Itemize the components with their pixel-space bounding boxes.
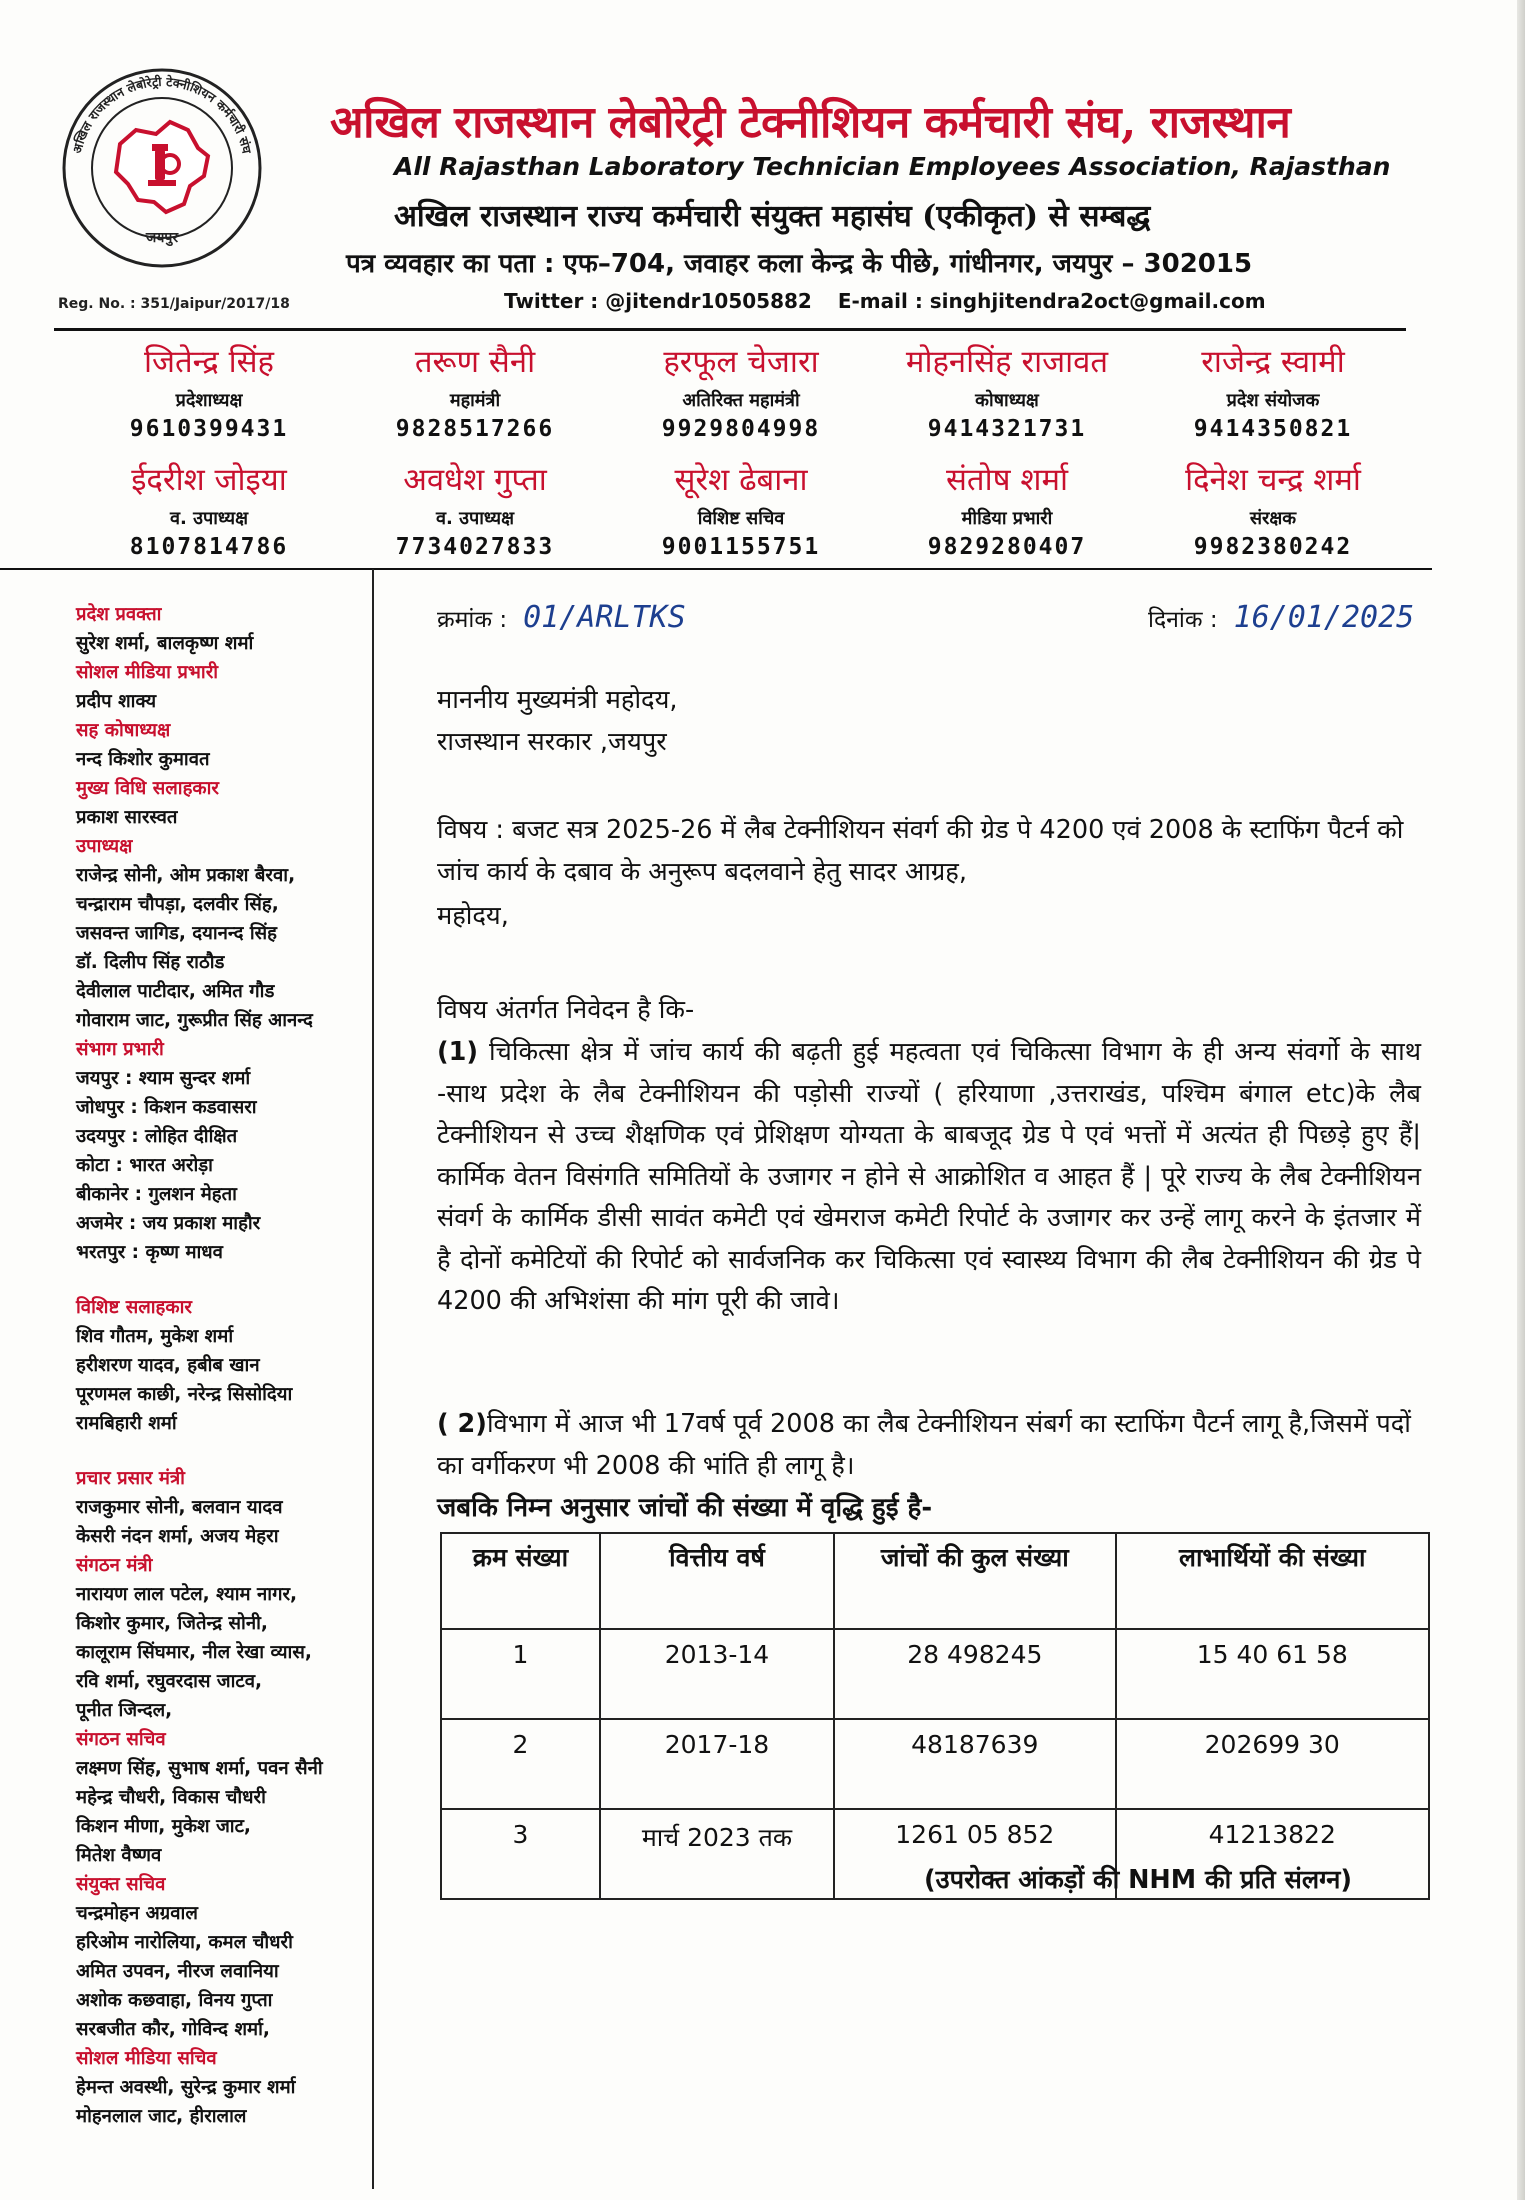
email-address: E-mail : singhjitendra2oct@gmail.com	[837, 289, 1266, 313]
committee-members: राजकुमार सोनी, बलवान यादव	[76, 1497, 283, 1518]
contact-line	[504, 289, 1266, 313]
officer-role: व. उपाध्यक्ष	[436, 508, 514, 529]
committee-heading: मुख्य विधि सलाहकार	[76, 778, 219, 799]
officer-role: प्रदेश संयोजक	[1226, 390, 1320, 411]
committee-members: अमित उपवन, नीरज लवानिया	[76, 1961, 279, 1982]
committee-heading: संयुक्त सचिव	[76, 1874, 166, 1895]
officer-role: महामंत्री	[449, 390, 501, 411]
officer-role: मीडिया प्रभारी	[961, 508, 1053, 529]
officer-role: व. उपाध्यक्ष	[170, 508, 248, 529]
table-cell: 2013-14	[600, 1629, 834, 1719]
table-cell: 2017-18	[600, 1719, 834, 1809]
table-cell: 1	[441, 1629, 600, 1719]
officer-card	[874, 334, 1140, 452]
committee-members: शिव गौतम, मुकेश शर्मा	[76, 1326, 234, 1347]
committee-members: जसवन्त जागिड, दयानन्द सिंह	[76, 923, 278, 944]
correspondence-address: पत्र व्यवहार का पता : एफ–704, जवाहर कला केन्द्र के पीछे, गांधीनगर, जयपुर – 302015	[346, 249, 1253, 279]
officer-phone: 9829280407	[927, 534, 1087, 560]
letter-subject: विषय : बजट सत्र 2025-26 में लैब टेक्नीशियन संवर्ग की ग्रेड पे 4200 एवं 2008 के स्टाफिंग पैटर्न को जांच कार्य के दबाव के अनुरूप बदलवाने हेतु सादर आग्रह,	[437, 815, 1404, 887]
committee-members: लक्ष्मण सिंह, सुभाष शर्मा, पवन सैनी	[76, 1758, 323, 1779]
table-header-cell: वित्तीय वर्ष	[600, 1533, 834, 1629]
salutation: महोदय,	[437, 901, 509, 931]
committee-members: अजमेर : जय प्रकाश माहौर	[76, 1213, 261, 1234]
office-bearers-grid	[76, 334, 1406, 570]
officer-role: कोषाध्यक्ष	[975, 390, 1039, 411]
table-cell: 28 498245	[834, 1629, 1115, 1719]
officer-name: मोहनसिंह राजावत	[905, 344, 1109, 380]
committee-heading: संभाग प्रभारी	[76, 1039, 164, 1060]
committee-heading: सोशल मीडिया सचिव	[76, 2048, 217, 2069]
date-value-handwritten: 16/01/2025	[1233, 600, 1415, 635]
paragraph-2	[437, 1404, 1421, 1487]
header-divider	[54, 328, 1406, 331]
committee-members: किशोर कुमार, जितेन्द्र सोनी,	[76, 1613, 268, 1634]
page-edge-shadow	[1517, 0, 1525, 2200]
committee-members: महेन्द्र चौधरी, विकास चौधरी	[76, 1787, 266, 1808]
officer-card	[1140, 452, 1406, 570]
officer-name: तरूण सैनी	[414, 344, 536, 380]
twitter-handle: Twitter : @jitendr10505882	[504, 289, 812, 313]
committee-members: हरिओम नारोलिया, कमल चौधरी	[76, 1932, 293, 1953]
table-cell: 41213822	[1116, 1809, 1430, 1899]
registration-number: Reg. No. : 351/Jaipur/2017/18	[58, 296, 290, 312]
table-cell: 1261 05 852	[834, 1809, 1115, 1899]
reference-number	[437, 600, 686, 635]
officer-card	[1140, 334, 1406, 452]
committee-members: रवि शर्मा, रघुवरदास जाटव,	[76, 1671, 263, 1692]
association-title-hindi: अखिल राजस्थान लेबोरेट्री टेक्नीशियन कर्मचारी संघ, राजस्थान	[330, 97, 1291, 148]
committee-members: कालूराम सिंघमार, नील रेखा व्यास,	[76, 1642, 312, 1663]
officer-name: हरफूल चेजारा	[663, 344, 819, 380]
intro-line: विषय अंतर्गत निवेदन है कि-	[437, 995, 695, 1025]
table-cell: 15 40 61 58	[1116, 1629, 1430, 1719]
table-header-cell: क्रम संख्या	[441, 1533, 600, 1629]
officer-card	[608, 334, 874, 452]
officer-phone: 9610399431	[129, 416, 289, 442]
officer-name: दिनेश चन्द्र शर्मा	[1185, 462, 1361, 498]
officer-role: विशिष्ट सचिव	[697, 508, 785, 529]
officer-card	[342, 334, 608, 452]
paragraph-2-text: विभाग में आज भी 17वर्ष पूर्व 2008 का लैब टेक्नीशियन संबर्ग का स्टाफिंग पैटर्न लागू है,जिसमें पदों का वर्गीकरण भी 2008 की भांति ही लागू है।	[437, 1409, 1411, 1481]
table-cell: मार्च 2023 तक	[600, 1809, 834, 1899]
table-intro: जबकि निम्न अनुसार जांचों की संख्या में वृद्धि हुई है-	[437, 1493, 933, 1523]
table-row	[441, 1629, 1429, 1719]
table-cell: 2	[441, 1719, 600, 1809]
attachment-note: (उपरोक्त आंकड़ों की NHM की प्रति संलग्न)	[924, 1865, 1353, 1895]
committee-members: केसरी नंदन शर्मा, अजय मेहरा	[76, 1526, 279, 1547]
committee-members: देवीलाल पाटीदार, अमित गौड	[76, 981, 275, 1002]
reference-label: क्रमांक :	[437, 607, 508, 633]
committee-members: किशन मीणा, मुकेश जाट,	[76, 1816, 251, 1837]
seal-ring-text: अखिल राजस्थान लेबोरेट्री टेक्नीशियन कर्मचारी संघ	[69, 73, 255, 155]
committee-members: प्रदीप शाक्य	[76, 691, 157, 712]
officer-name: ईदरीश जोइया	[131, 462, 287, 498]
officer-name: अवधेश गुप्ता	[403, 462, 547, 498]
officers-divider	[0, 568, 1432, 570]
officer-role: प्रदेशाध्यक्ष	[175, 390, 243, 411]
table-header-cell: लाभार्थियों की संख्या	[1116, 1533, 1430, 1629]
letter-date	[1148, 600, 1414, 635]
officer-name: जितेन्द्र सिंह	[143, 344, 275, 380]
test-statistics-table	[440, 1532, 1430, 1900]
paragraph-1-number: (1)	[437, 1037, 479, 1067]
committee-members: हेमन्त अवस्थी, सुरेन्द्र कुमार शर्मा	[76, 2077, 296, 2098]
paragraph-1-text: चिकित्सा क्षेत्र में जांच कार्य की बढ़ती हुई महत्वता एवं चिकित्सा विभाग के ही अन्य संवर्गो के साथ -साथ प्रदेश के लैब टेक्नीशियन की पड़ोसी राज्यों ( हरियाणा ,उत्तराखंड, पश्चिम बंगाल etc)के लैब टेक्नीशियन से उच्च शैक्षणिक एवं प्रेशिक्षण योग्यता के बाबजूद ग्रेड पे एवं भत्तों में अत्यंत ही पिछड़े हुए हैं| कार्मिक वेतन विसंगति समितियों के उजागर न होने से आक्रोशित व आहत हैं | पूरे राज्य के लैब टेक्नीशियन संवर्ग के कार्मिक डीसी सावंत कमेटी एवं खेमराज कमेटी रिपोर्ट के उजागर कर उन्हें लागू करने के इंतजार में है दोनों कमेटियों की रिपोर्ट को सार्वजनिक कर चिकित्सा एवं स्वास्थ्य विभाग की लैब टेक्नीशियन की ग्रेड पे 4200 की अभिशंसा की मांग पूरी की जावे।	[437, 1037, 1421, 1316]
table-cell: 202699 30	[1116, 1719, 1430, 1809]
officer-name: संतोष शर्मा	[945, 462, 1069, 498]
committee-members-sidebar	[76, 600, 376, 2131]
officer-phone: 9982380242	[1193, 534, 1353, 560]
committee-members: नन्द किशोर कुमावत	[76, 749, 210, 770]
committee-members: डॉ. दिलीप सिंह राठौड	[76, 952, 225, 973]
committee-members: पूरणमल काछी, नरेन्द्र सिसोदिया	[76, 1384, 293, 1405]
association-title-english: All Rajasthan Laboratory Technician Employees Association, Rajasthan	[394, 152, 1391, 181]
officer-phone: 7734027833	[395, 534, 555, 560]
committee-members: बीकानेर : गुलशन मेहता	[76, 1184, 237, 1205]
table-header-cell: जांचों की कुल संख्या	[834, 1533, 1115, 1629]
committee-heading: संगठन सचिव	[76, 1729, 166, 1750]
officer-role: संरक्षक	[1249, 508, 1297, 529]
officer-card	[76, 334, 342, 452]
committee-members: जोधपुर : किशन कडवासरा	[76, 1097, 257, 1118]
committee-members: मितेश वैष्णव	[76, 1845, 162, 1866]
officer-phone: 9929804998	[661, 416, 821, 442]
committee-members: अशोक कछवाहा, विनय गुप्ता	[76, 1990, 273, 2011]
paragraph-1	[437, 1032, 1421, 1323]
committee-members: सुरेश शर्मा, बालकृष्ण शर्मा	[76, 633, 254, 654]
reference-value-handwritten: 01/ARLTKS	[523, 600, 686, 635]
officer-card	[76, 452, 342, 570]
table-row	[441, 1719, 1429, 1809]
committee-members: पूनीत जिन्दल,	[76, 1700, 173, 1721]
committee-members: कोटा : भारत अरोड़ा	[76, 1155, 213, 1176]
officer-phone: 9414321731	[927, 416, 1087, 442]
officer-phone: 9828517266	[395, 416, 555, 442]
committee-members: चन्द्राराम चौपड़ा, दलवीर सिंह,	[76, 894, 279, 915]
association-seal-logo	[58, 52, 266, 284]
table-header-row	[441, 1533, 1429, 1629]
officer-card	[342, 452, 608, 570]
recipient-line-2: राजस्थान सरकार ,जयपुर	[437, 727, 667, 757]
officer-card	[608, 452, 874, 570]
committee-heading: प्रदेश प्रवक्ता	[76, 604, 162, 625]
committee-members: रामबिहारी शर्मा	[76, 1413, 177, 1434]
seal-city-text: जयपुर	[145, 230, 179, 246]
committee-members: सरबजीत कौर, गोविन्द शर्मा,	[76, 2019, 270, 2040]
committee-heading: उपाध्यक्ष	[76, 836, 133, 857]
officer-role: अतिरिक्त महामंत्री	[682, 390, 800, 411]
committee-heading: सह कोषाध्यक्ष	[76, 720, 171, 741]
committee-members: चन्द्रमोहन अग्रवाल	[76, 1903, 198, 1924]
committee-members: राजेन्द्र सोनी, ओम प्रकाश बैरवा,	[76, 865, 296, 886]
committee-members: नारायण लाल पटेल, श्याम नागर,	[76, 1584, 298, 1605]
table-cell: 3	[441, 1809, 600, 1899]
committee-members: प्रकाश सारस्वत	[76, 807, 178, 828]
recipient-line-1: माननीय मुख्यमंत्री महोदय,	[437, 685, 678, 715]
affiliation-line: अखिल राजस्थान राज्य कर्मचारी संयुक्त महासंघ (एकीकृत) से सम्बद्ध	[394, 199, 1151, 234]
committee-heading: प्रचार प्रसार मंत्री	[76, 1468, 185, 1489]
table-cell: 48187639	[834, 1719, 1115, 1809]
officer-name: राजेन्द्र स्वामी	[1201, 344, 1345, 380]
committee-members: जयपुर : श्याम सुन्दर शर्मा	[76, 1068, 251, 1089]
committee-heading: सोशल मीडिया प्रभारी	[76, 662, 219, 683]
officer-phone: 9414350821	[1193, 416, 1353, 442]
committee-members: हरीशरण यादव, हबीब खान	[76, 1355, 260, 1376]
officer-name: सूरेश ढेबाना	[674, 462, 808, 498]
committee-heading: संगठन मंत्री	[76, 1555, 153, 1576]
date-label: दिनांक :	[1148, 607, 1218, 633]
officer-card	[874, 452, 1140, 570]
committee-members: भरतपुर : कृष्ण माधव	[76, 1242, 223, 1263]
officer-phone: 9001155751	[661, 534, 821, 560]
committee-heading: विशिष्ट सलाहकार	[76, 1297, 192, 1318]
paragraph-2-number: ( 2)	[437, 1409, 487, 1439]
committee-members: उदयपुर : लोहित दीक्षित	[76, 1126, 238, 1147]
committee-members: मोहनलाल जाट, हीरालाल	[76, 2106, 247, 2127]
committee-members: गोवाराम जाट, गुरूप्रीत सिंह आनन्द	[76, 1010, 313, 1031]
officer-phone: 8107814786	[129, 534, 289, 560]
